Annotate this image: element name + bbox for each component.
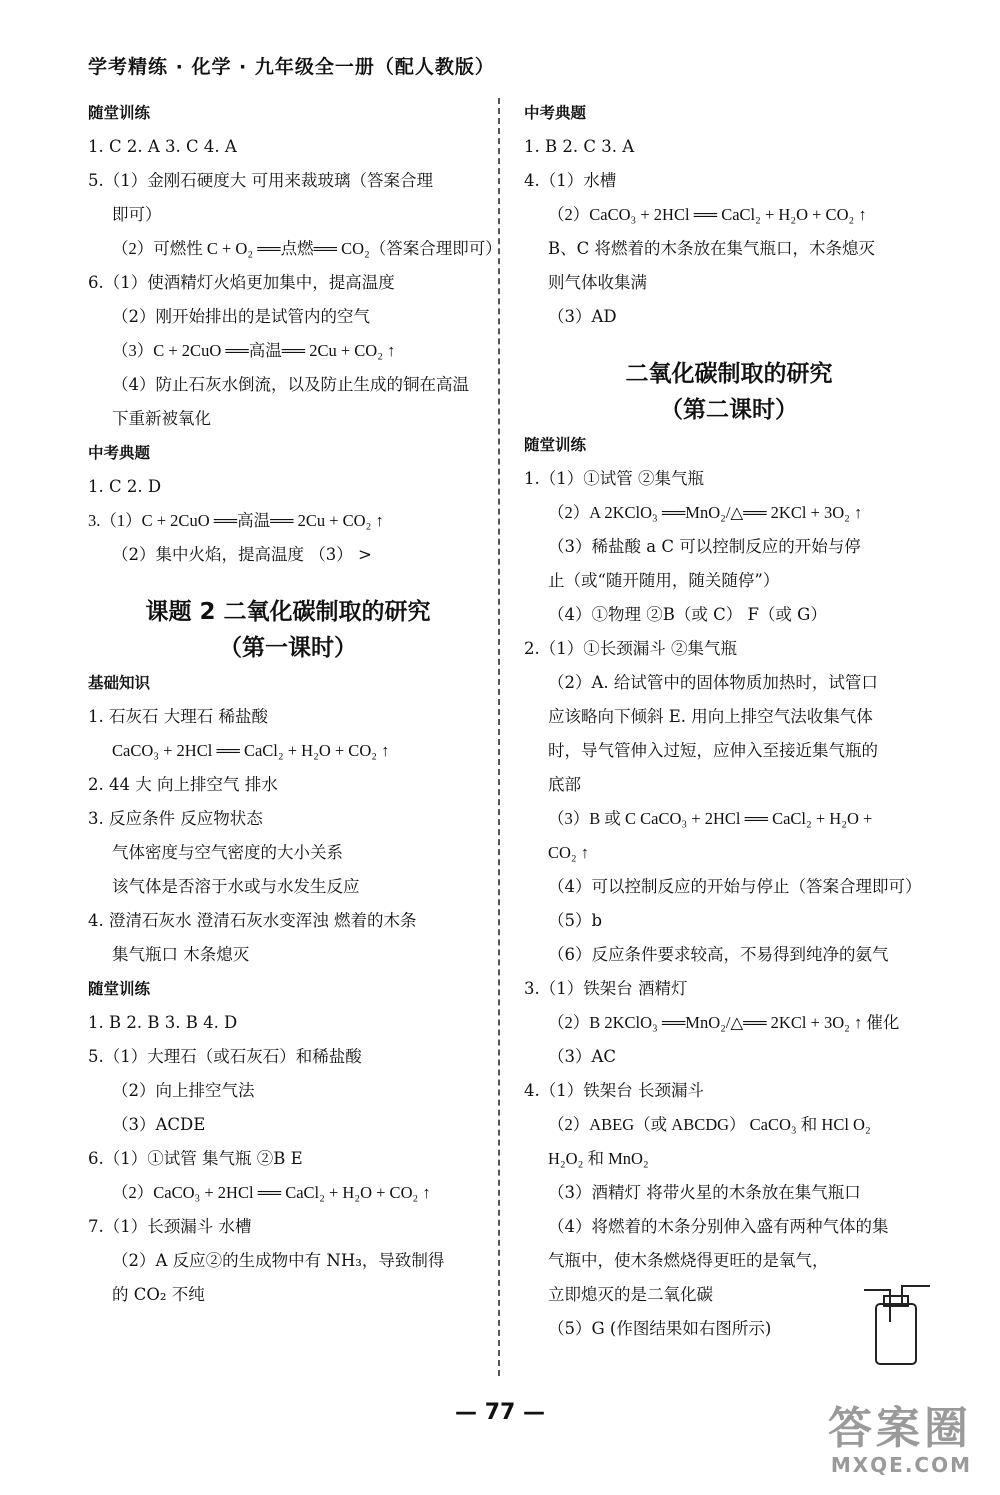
- right-column: [524, 96, 934, 1346]
- answer-line: （3）稀盐酸 a C 可以控制反应的开始与停: [548, 537, 861, 556]
- answer-line: （4）防止石灰水倒流，以及防止生成的铜在高温: [112, 375, 469, 394]
- answer-line: 即可）: [112, 205, 162, 224]
- answer-line: 止（或“随开随用，随关随停”）: [548, 571, 780, 590]
- answer-line: 立即熄灭的是二氧化碳: [548, 1285, 713, 1304]
- answer-line: 则气体收集满: [548, 273, 647, 292]
- answer-line: （3）B 或 C CaCO₃ + 2HCl ══ CaCl₂ + H₂O +: [548, 809, 873, 828]
- gas-bottle-figure: [862, 1282, 934, 1368]
- answer-line: （4）将燃着的木条分别伸入盛有两种气体的集: [548, 1217, 889, 1236]
- answer-line: 3. 反应条件 反应物状态: [88, 809, 263, 828]
- lesson-subtitle: （第一课时）: [219, 635, 357, 661]
- answer-line: （3）酒精灯 将带火星的木条放在集气瓶口: [548, 1183, 861, 1202]
- answer-line: 1. C 2. A 3. C 4. A: [88, 137, 237, 156]
- answer-line: （3）C + 2CuO ══高温══ 2Cu + CO₂ ↑: [112, 341, 396, 360]
- answer-line: 3.（1）C + 2CuO ══高温══ 2Cu + CO₂ ↑: [88, 511, 384, 530]
- watermark-text: 答案圈: [828, 1403, 972, 1454]
- answer-line: （2）CaCO₃ + 2HCl ══ CaCl₂ + H₂O + CO₂ ↑: [112, 1183, 431, 1202]
- answer-line: 2.（1）①长颈漏斗 ②集气瓶: [524, 639, 737, 658]
- left-column: [88, 96, 502, 1312]
- answer-line: 4. 澄清石灰水 澄清石灰水变浑浊 燃着的木条: [88, 911, 417, 930]
- section-heading: 随堂训练: [88, 980, 151, 998]
- answer-line: （2）A 反应②的生成物中有 NH₃，导致制得: [112, 1251, 445, 1270]
- lesson-title: 二氧化碳制取的研究: [625, 361, 833, 387]
- answer-line: 气体密度与空气密度的大小关系: [112, 843, 343, 862]
- answer-line: 集气瓶口 木条熄灭: [112, 945, 250, 964]
- answer-line: （4）可以控制反应的开始与停止（答案合理即可）: [548, 877, 922, 896]
- answer-line: B、C 将燃着的木条放在集气瓶口，木条熄灭: [548, 239, 875, 258]
- answer-line: 下重新被氧化: [112, 409, 211, 428]
- page-number: — 77 —: [455, 1400, 545, 1425]
- section-heading: 随堂训练: [88, 104, 151, 122]
- answer-line: （2）刚开始排出的是试管内的空气: [112, 307, 370, 326]
- answer-line: 4.（1）铁架台 长颈漏斗: [524, 1081, 704, 1100]
- answer-line: 3.（1）铁架台 酒精灯: [524, 979, 688, 998]
- answer-line: （5）G (作图结果如右图所示): [548, 1319, 772, 1338]
- section-heading: 基础知识: [88, 674, 151, 692]
- answer-line: （2）A 2KClO₃ ══MnO₂/△══ 2KCl + 3O₂ ↑: [548, 503, 863, 522]
- answer-line: （2）集中火焰，提高温度 （3） >: [112, 545, 372, 564]
- answer-line: 4.（1）水槽: [524, 171, 617, 190]
- answer-line: 时，导气管伸入过短，应伸入至接近集气瓶的: [548, 741, 878, 760]
- lesson-subtitle: （第二课时）: [660, 397, 798, 423]
- lesson-title: 课题 2 二氧化碳制取的研究: [145, 599, 431, 625]
- column-divider: [498, 98, 500, 1376]
- answer-line: 的 CO₂ 不纯: [112, 1285, 205, 1304]
- answer-line: H₂O₂ 和 MnO₂: [548, 1149, 649, 1168]
- answer-line: （2）ABEG（或 ABCDG） CaCO₃ 和 HCl O₂: [548, 1115, 871, 1134]
- answer-line: 底部: [548, 775, 581, 794]
- answer-line: （6）反应条件要求较高，不易得到纯净的氨气: [548, 945, 889, 964]
- answer-line: 1. B 2. C 3. A: [524, 137, 635, 156]
- answer-line: （3）AD: [548, 307, 617, 326]
- section-heading: 中考典题: [88, 444, 151, 462]
- answer-line: （4）①物理 ②B（或 C） F（或 G）: [548, 605, 827, 624]
- answer-line: 2. 44 大 向上排空气 排水: [88, 775, 278, 794]
- answer-line: 5.（1）大理石（或石灰石）和稀盐酸: [88, 1047, 362, 1066]
- answer-line: （2）CaCO₃ + 2HCl ══ CaCl₂ + H₂O + CO₂ ↑: [548, 205, 867, 224]
- answer-line: 1. 石灰石 大理石 稀盐酸: [88, 707, 268, 726]
- answer-line: 6.（1）使酒精灯火焰更加集中，提高温度: [88, 273, 395, 292]
- answer-line: （2）B 2KClO₃ ══MnO₂/△══ 2KCl + 3O₂ ↑ 催化: [548, 1013, 900, 1032]
- answer-line: （5）b: [548, 911, 603, 930]
- watermark-logo: [828, 1405, 972, 1477]
- answer-line: 该气体是否溶于水或与水发生反应: [112, 877, 360, 896]
- answer-line: CO₂ ↑: [548, 843, 590, 862]
- section-heading: 随堂训练: [524, 436, 587, 454]
- answer-line: 气瓶中，使木条燃烧得更旺的是氧气，: [548, 1251, 829, 1270]
- answer-line: 1. C 2. D: [88, 477, 162, 496]
- answer-line: （2）可燃性 C + O₂ ══点燃══ CO₂（答案合理即可）: [112, 239, 502, 258]
- answer-line: 应该略向下倾斜 E. 用向上排空气法收集气体: [548, 707, 873, 726]
- answer-line: （2）向上排空气法: [112, 1081, 255, 1100]
- answer-line: 1. B 2. B 3. B 4. D: [88, 1013, 238, 1032]
- answer-line: （3）AC: [548, 1047, 617, 1066]
- answer-line: 1.（1）①试管 ②集气瓶: [524, 469, 704, 488]
- answer-line: CaCO₃ + 2HCl ══ CaCl₂ + H₂O + CO₂ ↑: [112, 741, 390, 760]
- answer-line: （3）ACDE: [112, 1115, 206, 1134]
- section-heading: 中考典题: [524, 104, 587, 122]
- answer-line: （2）A. 给试管中的固体物质加热时，试管口: [548, 673, 878, 692]
- watermark-url: MXQE.COM: [830, 1453, 972, 1477]
- bottle-body: [876, 1304, 916, 1364]
- page-header: 学考精练 · 化学 · 九年级全一册（配人教版）: [88, 56, 495, 78]
- answer-line: 6.（1）①试管 集气瓶 ②B E: [88, 1149, 303, 1168]
- answer-line: 7.（1）长颈漏斗 水槽: [88, 1217, 252, 1236]
- answer-line: 5.（1）金刚石硬度大 可用来裁玻璃（答案合理: [88, 171, 433, 190]
